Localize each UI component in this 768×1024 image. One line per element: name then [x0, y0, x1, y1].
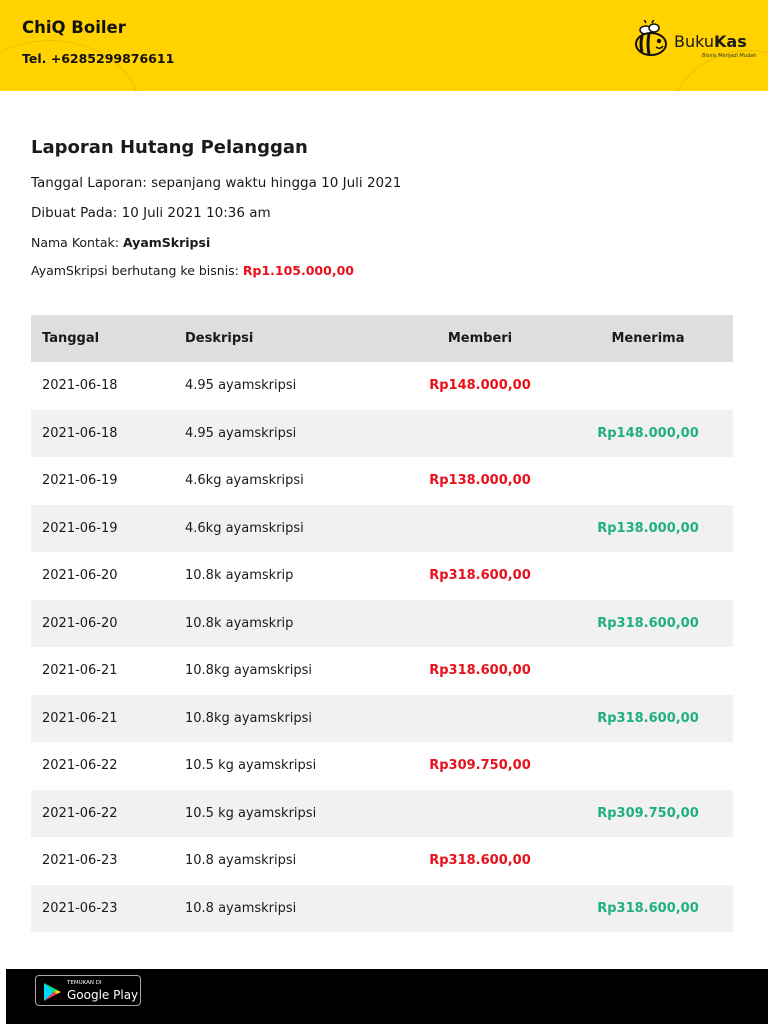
- report-created: Dibuat Pada: 10 Juli 2021 10:36 am: [31, 205, 271, 221]
- logo-text-bold: Kas: [714, 32, 747, 51]
- contact-name: AyamSkripsi: [122, 235, 211, 250]
- cell-date: 2021-06-21: [42, 663, 118, 679]
- table-row: [31, 410, 733, 458]
- cell-menerima: Rp148.000,00: [597, 425, 699, 441]
- table-row: [31, 552, 733, 600]
- header-memberi: Memberi: [447, 331, 513, 346]
- cell-date: 2021-06-18: [42, 378, 118, 394]
- contact-line: [31, 235, 210, 250]
- bukukas-logo: [632, 20, 757, 62]
- business-phone: Tel. +6285299876611: [22, 51, 175, 66]
- cell-date: 2021-06-20: [42, 568, 118, 584]
- transactions-table: [31, 315, 733, 932]
- cell-memberi: [404, 505, 556, 553]
- cell-date: 2021-06-19: [42, 520, 118, 536]
- cell-menerima: Rp318.600,00: [597, 710, 699, 726]
- cell-description: 4.6kg ayamskripsi: [185, 520, 304, 536]
- cell-memberi: [404, 600, 556, 648]
- table-row: [31, 647, 733, 695]
- debt-label: AyamSkripsi berhutang ke bisnis:: [31, 263, 243, 278]
- debt-amount: Rp1.105.000,00: [242, 263, 354, 278]
- table-body: [31, 362, 733, 932]
- cell-memberi: [404, 885, 556, 933]
- table-row: [31, 600, 733, 648]
- cell-date: 2021-06-20: [42, 615, 118, 631]
- cell-memberi: Rp309.750,00: [429, 758, 531, 774]
- header-menerima: Menerima: [611, 331, 685, 346]
- cell-menerima: Rp318.600,00: [597, 615, 699, 631]
- cell-menerima: Rp318.600,00: [597, 900, 699, 916]
- cell-memberi: Rp318.600,00: [429, 853, 531, 869]
- cell-description: 4.95 ayamskripsi: [185, 425, 297, 441]
- cell-description: 10.5 kg ayamskripsi: [185, 805, 317, 821]
- cell-memberi: [404, 410, 556, 458]
- cell-memberi: [404, 790, 556, 838]
- cell-description: 10.8 ayamskripsi: [185, 900, 297, 916]
- cell-menerima: [572, 552, 724, 600]
- table-row: [31, 885, 733, 933]
- cell-date: 2021-06-18: [42, 425, 118, 441]
- google-play-icon: [42, 982, 62, 1002]
- report-header: [0, 0, 768, 91]
- business-name: ChiQ Boiler: [22, 18, 126, 37]
- cell-menerima: Rp138.000,00: [597, 520, 699, 536]
- cell-memberi: Rp138.000,00: [429, 473, 531, 489]
- cell-date: 2021-06-21: [42, 710, 118, 726]
- logo-tagline: Bisnis Menjadi Mudah: [702, 53, 757, 59]
- cell-memberi: Rp318.600,00: [429, 568, 531, 584]
- cell-menerima: [572, 742, 724, 790]
- google-play-badge[interactable]: [35, 975, 141, 1006]
- table-row: [31, 695, 733, 743]
- cell-menerima: [572, 362, 724, 410]
- table-row: [31, 457, 733, 505]
- cell-description: 4.95 ayamskripsi: [185, 378, 297, 394]
- cell-menerima: [572, 837, 724, 885]
- cell-description: 10.8kg ayamskripsi: [185, 710, 313, 726]
- footer-bar: [6, 969, 768, 1024]
- contact-label: Nama Kontak:: [31, 235, 123, 250]
- cell-menerima: [572, 647, 724, 695]
- badge-small-text: TEMUKAN DI: [67, 980, 102, 986]
- logo-wordmark: [674, 32, 747, 51]
- cell-date: 2021-06-22: [42, 805, 118, 821]
- table-row: [31, 742, 733, 790]
- report-date: Tanggal Laporan: sepanjang waktu hingga 10 Juli 2021: [31, 175, 402, 191]
- cell-menerima: Rp309.750,00: [597, 805, 699, 821]
- debt-line: [31, 263, 354, 278]
- cell-memberi: [404, 695, 556, 743]
- cell-description: 10.5 kg ayamskripsi: [185, 758, 317, 774]
- table-row: [31, 790, 733, 838]
- cell-description: 10.8kg ayamskripsi: [185, 663, 313, 679]
- cell-description: 10.8 ayamskripsi: [185, 853, 297, 869]
- cell-date: 2021-06-19: [42, 473, 118, 489]
- header-tanggal: Tanggal: [42, 331, 100, 346]
- cell-memberi: Rp148.000,00: [429, 378, 531, 394]
- report-title: Laporan Hutang Pelanggan: [31, 137, 308, 158]
- table-row: [31, 362, 733, 410]
- header-deskripsi: Deskripsi: [185, 331, 254, 346]
- cell-description: 4.6kg ayamskripsi: [185, 473, 304, 489]
- cell-memberi: Rp318.600,00: [429, 663, 531, 679]
- logo-text-regular: Buku: [674, 32, 715, 51]
- badge-big-text: Google Play: [67, 988, 139, 1002]
- table-header: [31, 315, 733, 362]
- table-row: [31, 837, 733, 885]
- cell-menerima: [572, 457, 724, 505]
- cell-date: 2021-06-23: [42, 900, 118, 916]
- cell-description: 10.8k ayamskrip: [185, 568, 294, 584]
- table-row: [31, 505, 733, 553]
- cell-date: 2021-06-22: [42, 758, 118, 774]
- cell-description: 10.8k ayamskrip: [185, 615, 294, 631]
- bee-icon: [632, 20, 672, 60]
- cell-date: 2021-06-23: [42, 853, 118, 869]
